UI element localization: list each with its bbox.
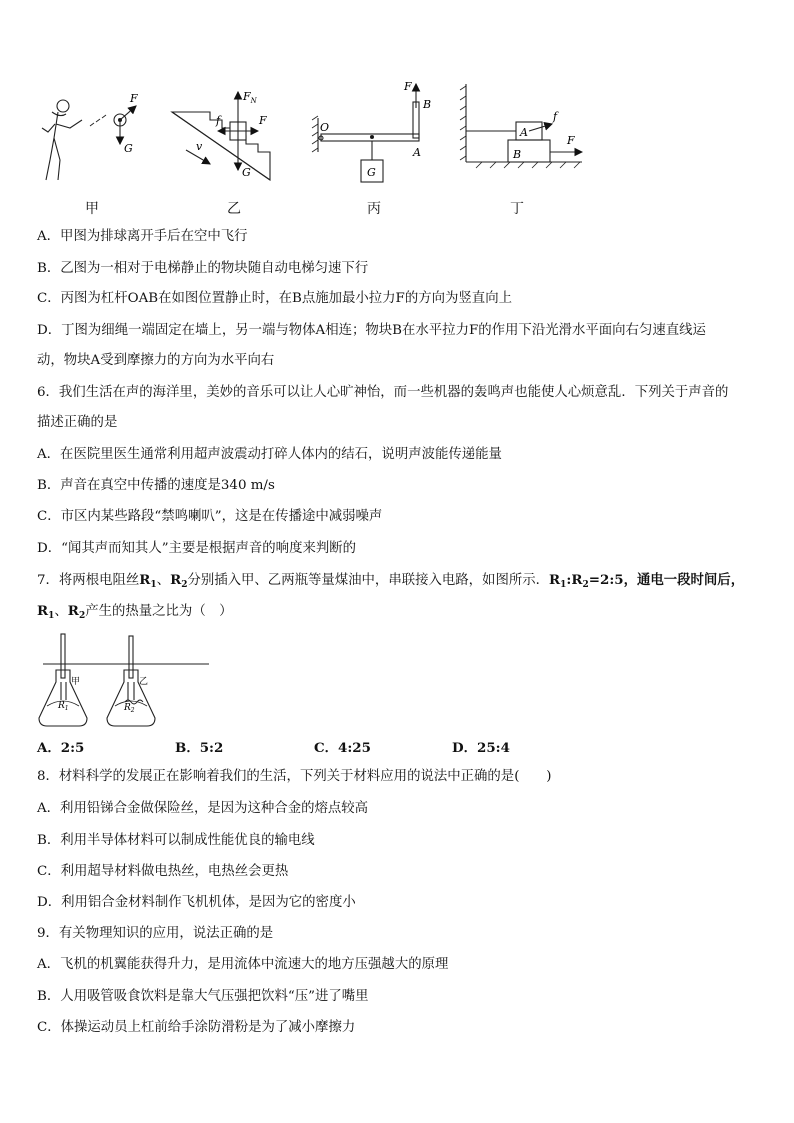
q7-option-d: D．25:4 <box>452 740 510 756</box>
label-bing-G: G <box>367 166 376 179</box>
label-yi-F: F <box>259 114 267 127</box>
q9-option-b: B．人用吸管吸食饮料是靠大气压强把饮料“压”进了嘴里 <box>37 989 369 1004</box>
caption-ding: 丁 <box>510 201 524 217</box>
label-yi-FN: $F_N$ <box>243 90 257 105</box>
flask-r2-label: $R_2$ <box>124 703 135 714</box>
q5-option-a: A．甲图为排球离开手后在空中飞行 <box>37 229 248 244</box>
q7-stem: 7．将两根电阻丝$R_1$、$R_2$分别插入甲、乙两瓶等量煤油中，串联接入电路，如图所示．$R_1:R_2=2:5$，通电一段时间后， <box>37 572 745 590</box>
q6-stem: 6．我们生活在声的海洋里，美妙的音乐可以让人心旷神怡，而一些机器的轰鸣声也能使人心烦意乱．下列关于声音的 <box>37 385 729 400</box>
q6-stem-cont: 描述正确的是 <box>37 415 118 430</box>
label-yi-G: G <box>242 166 251 179</box>
q8-stem: 8．材料科学的发展正在影响着我们的生活，下列关于材料应用的说法中正确的是( ) <box>37 769 552 784</box>
q8-option-a: A．利用铅锑合金做保险丝，是因为这种合金的熔点较高 <box>37 801 369 816</box>
q5-option-d: D．丁图为细绳一端固定在墙上，另一端与物体A相连；物块B在水平拉力F的作用下沿光滑水平面向右匀速直线运 <box>37 323 706 338</box>
two-flasks-figure <box>37 630 217 730</box>
q6-option-d: D．“闻其声而知其人”主要是根据声音的响度来判断的 <box>37 541 357 556</box>
caption-yi: 乙 <box>227 201 241 217</box>
q8-option-b: B．利用半导体材料可以制成性能优良的输电线 <box>37 833 315 848</box>
diagram-yi <box>172 92 270 180</box>
q8-option-d: D．利用铝合金材料制作飞机机体，是因为它的密度小 <box>37 895 356 910</box>
q6-option-c: C．市区内某些路段“禁鸣喇叭”，这是在传播途中减弱噪声 <box>37 509 383 524</box>
flask-yi-label: 乙 <box>139 677 149 687</box>
flask-r1-label: $R_1$ <box>58 701 69 712</box>
q5-option-b: B．乙图为一相对于电梯静止的物块随自动电梯匀速下行 <box>37 261 369 276</box>
label-ding-f: f <box>553 110 558 123</box>
q9-option-c: C．体操运动员上杠前给手涂防滑粉是为了减小摩擦力 <box>37 1020 356 1035</box>
label-jia-F: F <box>130 92 138 105</box>
q9-stem: 9．有关物理知识的应用，说法正确的是 <box>37 926 274 941</box>
caption-bing: 丙 <box>367 201 381 217</box>
label-bing-A: A <box>413 146 421 159</box>
q6-option-a: A．在医院里医生通常利用超声波震动打碎人体内的结石，说明声波能传递能量 <box>37 447 502 462</box>
q8-option-c: C．利用超导材料做电热丝，电热丝会更热 <box>37 864 289 879</box>
q5-option-c: C．丙图为杠杆OAB在如图位置静止时，在B点施加最小拉力F的方向为竖直向上 <box>37 291 512 306</box>
flask-jia-label: 甲 <box>71 677 81 687</box>
label-yi-v: v <box>196 140 203 153</box>
q9-option-a: A．飞机的机翼能获得升力，是用流体中流速大的地方压强越大的原理 <box>37 957 449 972</box>
q5-option-d-cont: 动，物块A受到摩擦力的方向为水平向右 <box>37 353 275 368</box>
label-ding-B: B <box>513 148 522 161</box>
q7-option-c: C．4:25 <box>314 740 371 756</box>
q7-option-b: B．5:2 <box>175 740 224 756</box>
q7-stem-cont: $R_1$、$R_2$产生的热量之比为（ ） <box>37 603 233 621</box>
q7-option-a: A．2:5 <box>37 740 85 756</box>
label-bing-B: B <box>423 98 432 111</box>
label-ding-A: A <box>520 126 528 139</box>
force-diagrams-figure <box>0 0 794 200</box>
diagram-jia <box>42 100 136 180</box>
label-bing-F: F <box>404 80 412 93</box>
label-yi-f: f <box>216 114 221 127</box>
caption-jia: 甲 <box>85 201 99 217</box>
label-ding-F: F <box>567 134 575 147</box>
label-jia-G: G <box>124 142 133 155</box>
label-bing-O: O <box>320 121 330 134</box>
q6-option-b: B．声音在真空中传播的速度是340 m/s <box>37 478 275 493</box>
